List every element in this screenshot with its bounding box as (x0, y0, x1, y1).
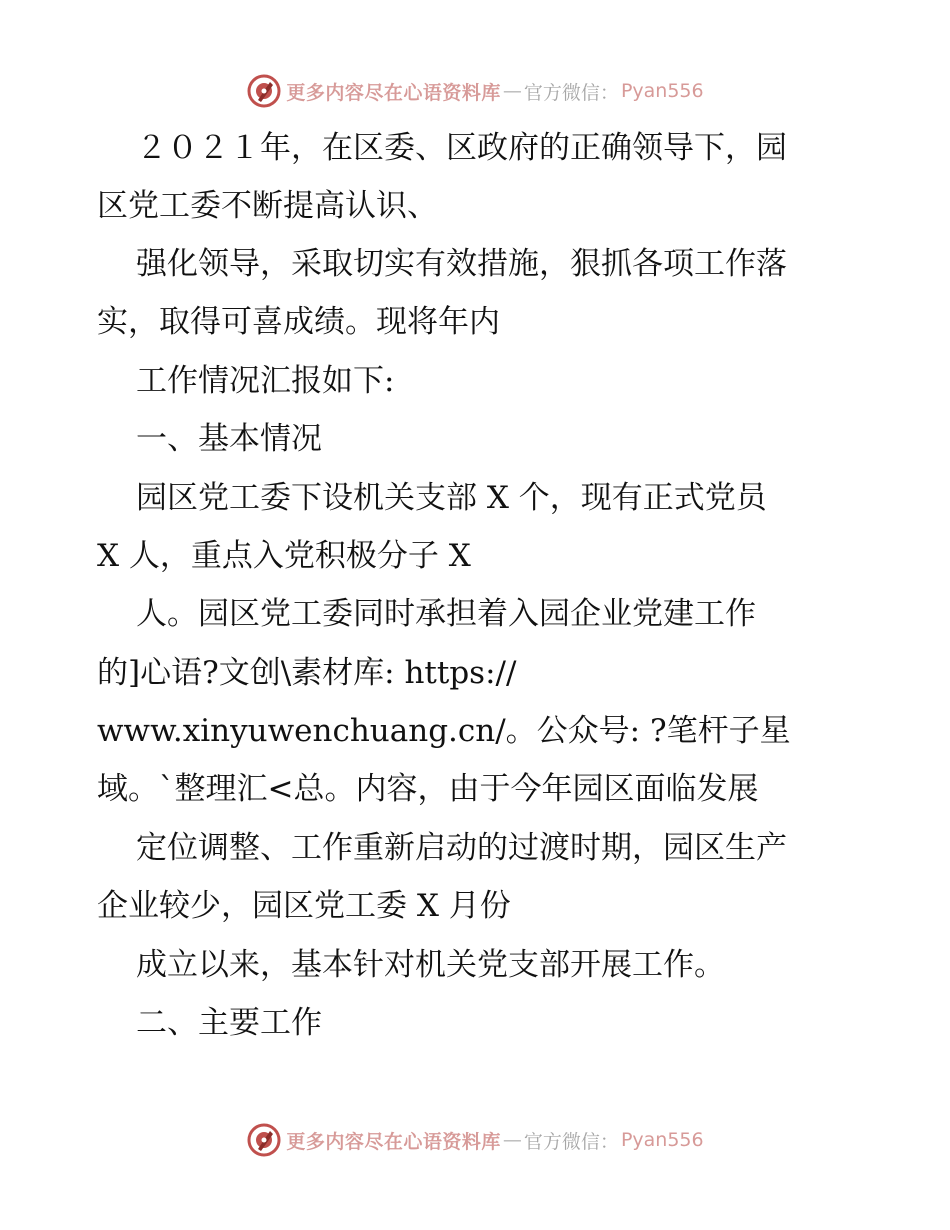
pen-nib-circle-icon (246, 73, 282, 109)
section-heading: 一、基本情况 (136, 421, 322, 457)
banner-slogan: 更多内容尽在心语资料库 (286, 1130, 501, 1153)
body-line: 工作情况汇报如下: (136, 363, 395, 399)
banner-wechat-label: 官方微信： (523, 81, 619, 104)
body-line: 的]心语?文创\素材库: https:// (97, 655, 517, 691)
body-line: 域。`整理汇<总。内容，由于今年园区面临发展 (97, 771, 759, 807)
body-line: 成立以来，基本针对机关党支部开展工作。 (136, 947, 725, 983)
body-line: 人。园区党工委同时承担着入园企业党建工作 (136, 596, 756, 632)
pen-nib-circle-icon (246, 1122, 282, 1158)
body-line: 企业较少，园区党工委 X 月份 (97, 888, 511, 924)
body-line: www.xinyuwenchuang.cn/。公众号: ?笔杆子星 (97, 713, 791, 749)
body-line: X 人，重点入党积极分子 X (97, 538, 471, 574)
body-line: 园区党工委下设机关支部 X 个，现有正式党员 (136, 480, 767, 516)
body-line: 实，取得可喜成绩。现将年内 (97, 304, 500, 340)
banner-dash: — (502, 80, 522, 102)
body-line: 强化领导，采取切实有效措施，狠抓各项工作落 (136, 246, 787, 282)
body-line: 定位调整、工作重新启动的过渡时期，园区生产 (136, 830, 787, 866)
banner-slogan: 更多内容尽在心语资料库 (286, 81, 501, 104)
header-watermark-banner (0, 71, 950, 111)
banner-dash: — (502, 1129, 522, 1151)
banner-wechat-label: 官方微信： (523, 1130, 619, 1153)
banner-wechat-id: Pyan556 (620, 1129, 704, 1151)
banner-wechat-id: Pyan556 (620, 80, 704, 102)
section-heading: 二、主要工作 (136, 1005, 322, 1041)
body-line: 区党工委不断提高认识、 (97, 188, 438, 224)
body-line: ２０２１年，在区委、区政府的正确领导下，园 (136, 130, 787, 166)
footer-watermark-banner (0, 1120, 950, 1160)
